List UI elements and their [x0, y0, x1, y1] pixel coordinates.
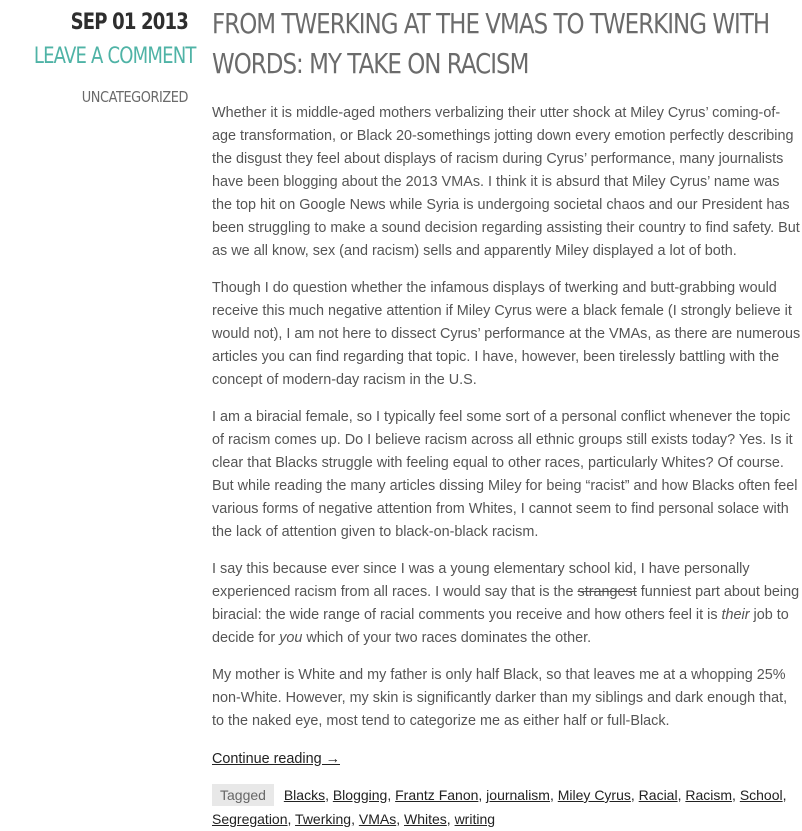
paragraph-4-text-c: job to decide for — [212, 607, 789, 646]
emphasis-you: you — [279, 630, 303, 646]
paragraph-5: My mother is White and my father is only half Black, so that leaves me at a whopping 25% non-White. However, my skin is significantly darker than my siblings and dark enough that, to the naked eye, most tend to categorize me as either half or full-Black. — [212, 667, 788, 729]
paragraph-4 — [212, 558, 802, 650]
tag-link[interactable]: Whites — [403, 811, 447, 827]
paragraph-4-text-d: which of your two races dominates the other. — [302, 630, 592, 646]
post-date: SEP 01 2013 — [70, 10, 188, 35]
tag-link[interactable]: Segregation — [212, 811, 288, 827]
category-link[interactable]: UNCATEGORIZED — [81, 88, 188, 106]
tag-link[interactable]: Racial — [638, 787, 678, 803]
tag-link[interactable]: Blogging — [332, 787, 388, 803]
tag-link[interactable]: Racism — [685, 787, 733, 803]
tag-link[interactable]: journalism — [486, 787, 550, 803]
post-article — [212, 4, 802, 831]
tag-link[interactable]: VMAs — [358, 811, 397, 827]
leave-comment-link[interactable]: LEAVE A COMMENT — [33, 44, 196, 69]
post-body — [212, 102, 802, 733]
post-title[interactable]: FROM TWERKING AT THE VMAS TO TWERKING WITH WORDS: MY TAKE ON RACISM — [212, 7, 770, 80]
emphasis-their: their — [721, 607, 750, 623]
paragraph-4-text-b: funniest part about being biracial: the wide range of racial comments you receive and how others feel it is — [212, 584, 800, 623]
paragraph-3: I am a biracial female, so I typically feel some sort of a personal conflict whenever the topic of racism comes up. Do I believe racism across all ethnic groups still exists today? Yes. Is it clear that Blacks struggle with feeling equal to other races, particularly Whites? Of course. But while reading the many articles dissing Miley for being “racist” and how Blacks often feel various forms of negative attention from Whites, I cannot seem to find personal solace with the lack of attention given to black-on-black racism. — [212, 409, 798, 540]
tag-link[interactable]: Twerking — [295, 811, 352, 827]
tag-list — [212, 783, 802, 831]
tagged-label: Tagged — [212, 784, 274, 806]
tag-links: Blacks, Blogging, Frantz Fanon, journalism, Miley Cyrus, Racial, Racism, School, Segregation, Twerking, VMAs, Whites, writing — [212, 787, 787, 827]
struck-word: strangest — [577, 584, 637, 600]
post-meta — [0, 6, 196, 108]
paragraph-4-text-a: I say this because ever since I was a young elementary school kid, I have personally experienced racism from all races. I would say that is the — [212, 561, 750, 600]
paragraph-2: Though I do question whether the infamous displays of twerking and butt-grabbing would receive this much negative attention if Miley Cyrus were a black female (I strongly believe it would not), I am not here to dissect Cyrus’ performance at the VMAs, as there are numerous articles you can find regarding that topic. I have, however, been tirelessly battling with the concept of modern-day racism in the U.S. — [212, 280, 801, 388]
paragraph-1: Whether it is middle-aged mothers verbalizing their utter shock at Miley Cyrus’ coming-of-age transformation, or Black 20-somethings jotting down every emotion perfectly describing the disgust they feel about displays of racism during Cyrus’ performance, many journalists have been blogging about the 2013 VMAs. I think it is absurd that Miley Cyrus’ name was the top hit on Google News while Syria is undergoing societal chaos and our President has been struggling to make a sound decision regarding assisting their country to find safety. But as we all know, sex (and racism) sells and apparently Miley displayed a lot of both. — [212, 105, 800, 259]
tag-link[interactable]: Blacks — [283, 787, 326, 803]
tag-link[interactable]: Miley Cyrus — [557, 787, 631, 803]
continue-reading-link[interactable]: Continue reading → — [212, 751, 340, 767]
tag-link[interactable]: writing — [454, 811, 496, 827]
tag-link[interactable]: Frantz Fanon — [395, 787, 479, 803]
tag-link[interactable]: School — [739, 787, 783, 803]
